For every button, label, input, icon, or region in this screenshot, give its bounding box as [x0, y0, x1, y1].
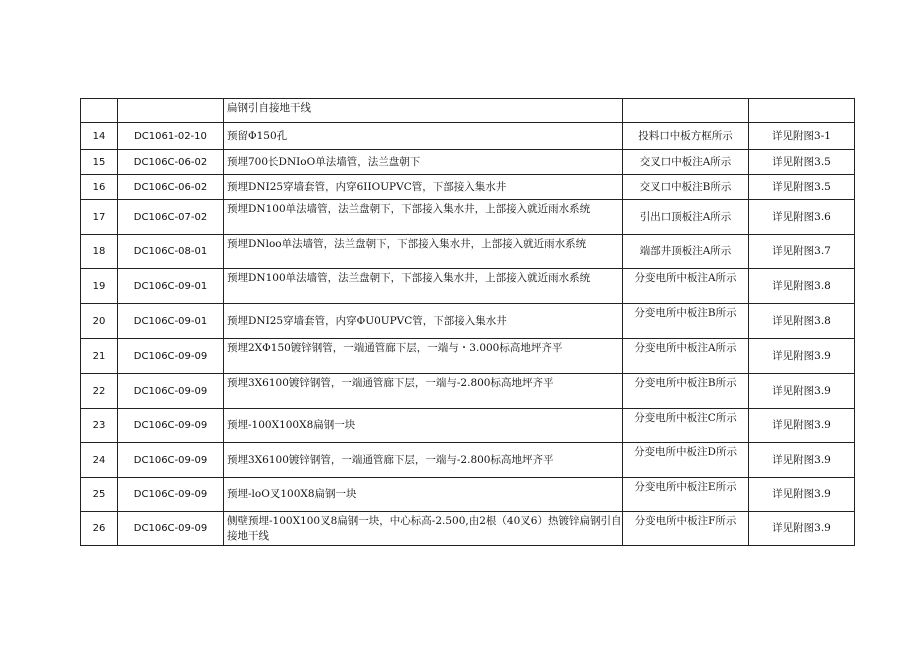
table-row: [81, 443, 855, 478]
row-number: 20: [81, 304, 118, 339]
item-description: 预埋700长DNIoO单法墙管，法兰盘朝下: [224, 150, 623, 175]
item-description: 预留Φ150孔: [224, 123, 623, 150]
item-description: 预埋DNloo单法墙管，法兰盘朝下，下部接入集水井，上部接入就近雨水系统: [224, 235, 623, 269]
table-row: [81, 304, 855, 339]
reference-drawing: 详见附图3.7: [749, 235, 855, 269]
drawing-code: DC106C-07-02: [118, 200, 224, 235]
row-number: 25: [81, 478, 118, 512]
reference-drawing: 详见附图3.9: [749, 374, 855, 409]
location-note: 分变电所中板注A所示: [623, 269, 749, 304]
reference-drawing: 详见附图3.9: [749, 512, 855, 546]
location-note: 投料口中板方框所示: [623, 123, 749, 150]
reference-drawing: 详见附图3.6: [749, 200, 855, 235]
table-row: [81, 512, 855, 546]
item-description: 扁钢引自接地干线: [224, 99, 623, 123]
location-note: 分变电所中板注B所示: [623, 374, 749, 409]
reference-drawing: [749, 99, 855, 123]
item-description: 预埋DN100单法墙管，法兰盘朝下，下部接入集水井，上部接入就近雨水系统: [224, 200, 623, 235]
reference-drawing: 详见附图3.5: [749, 150, 855, 175]
reference-drawing: 详见附图3.9: [749, 409, 855, 443]
item-description: 预埋2XΦ150镀锌钢管，一端通管廊下层，一端与・3.000标高地坪齐平: [224, 339, 623, 374]
drawing-code: DC106C-09-09: [118, 339, 224, 374]
location-note: 分变电所中板注F所示: [623, 512, 749, 546]
drawing-code: DC106C-09-01: [118, 269, 224, 304]
table-row: [81, 175, 855, 200]
location-note: [623, 99, 749, 123]
drawing-code: DC106C-09-09: [118, 409, 224, 443]
drawing-code: [118, 99, 224, 123]
location-note: 端部井顶板注A所示: [623, 235, 749, 269]
row-number: 15: [81, 150, 118, 175]
table-row: [81, 269, 855, 304]
row-number: 23: [81, 409, 118, 443]
location-note: 分变电所中板注C所示: [623, 409, 749, 443]
drawing-code: DC106C-08-01: [118, 235, 224, 269]
row-number: 16: [81, 175, 118, 200]
item-description: 预埋-loO叉100X8扁钢一块: [224, 478, 623, 512]
drawing-code: DC106C-09-01: [118, 304, 224, 339]
location-note: 交叉口中板注B所示: [623, 175, 749, 200]
row-number: 26: [81, 512, 118, 546]
drawing-code: DC106C-06-02: [118, 175, 224, 200]
location-note: 交叉口中板注A所示: [623, 150, 749, 175]
drawing-code: DC106C-09-09: [118, 374, 224, 409]
location-note: 分变电所中板注A所示: [623, 339, 749, 374]
row-number: 18: [81, 235, 118, 269]
item-description: 预埋DNI25穿墙套管，内穿6IIOUPVC管，下部接入集水井: [224, 175, 623, 200]
row-number: 21: [81, 339, 118, 374]
location-note: 引出口顶板注A所示: [623, 200, 749, 235]
item-description: 预埋DNI25穿墙套管，内穿ΦU0UPVC管，下部接入集水井: [224, 304, 623, 339]
drawing-code: DC1061-02-10: [118, 123, 224, 150]
drawing-code: DC106C-09-09: [118, 512, 224, 546]
reference-drawing: 详见附图3.8: [749, 304, 855, 339]
item-description: 预埋3X6100镀锌钢管，一端通管廊下层，一端与-2.800标高地坪齐平: [224, 443, 623, 478]
reference-drawing: 详见附图3.5: [749, 175, 855, 200]
table-row: [81, 99, 855, 123]
reference-drawing: 详见附图3-1: [749, 123, 855, 150]
table-row: [81, 235, 855, 269]
table-row: [81, 409, 855, 443]
location-note: 分变电所中板注E所示: [623, 478, 749, 512]
item-description: 预埋DN100单法墙管，法兰盘朝下，下部接入集水井，上部接入就近雨水系统: [224, 269, 623, 304]
item-description: 预埋3X6100镀锌钢管，一端通管廊下层，一端与-2.800标高地坪齐平: [224, 374, 623, 409]
reference-drawing: 详见附图3.9: [749, 443, 855, 478]
row-number: 14: [81, 123, 118, 150]
table-row: [81, 374, 855, 409]
row-number: 17: [81, 200, 118, 235]
table-row: [81, 339, 855, 374]
item-description: 侧壁预埋-100X100叉8扁钢一块，中心标高-2.500,由2根（40叉6）热镀锌扁钢引自接地干线: [224, 512, 623, 546]
drawing-code: DC106C-09-09: [118, 478, 224, 512]
spec-table: [80, 98, 855, 546]
location-note: 分变电所中板注D所示: [623, 443, 749, 478]
table-row: [81, 123, 855, 150]
table-row: [81, 478, 855, 512]
drawing-code: DC106C-09-09: [118, 443, 224, 478]
row-number: 19: [81, 269, 118, 304]
reference-drawing: 详见附图3.8: [749, 269, 855, 304]
reference-drawing: 详见附图3.9: [749, 478, 855, 512]
row-number: 22: [81, 374, 118, 409]
table-row: [81, 150, 855, 175]
reference-drawing: 详见附图3.9: [749, 339, 855, 374]
location-note: 分变电所中板注B所示: [623, 304, 749, 339]
row-number: [81, 99, 118, 123]
drawing-code: DC106C-06-02: [118, 150, 224, 175]
row-number: 24: [81, 443, 118, 478]
table-row: [81, 200, 855, 235]
item-description: 预埋-100X100X8扁钢一块: [224, 409, 623, 443]
